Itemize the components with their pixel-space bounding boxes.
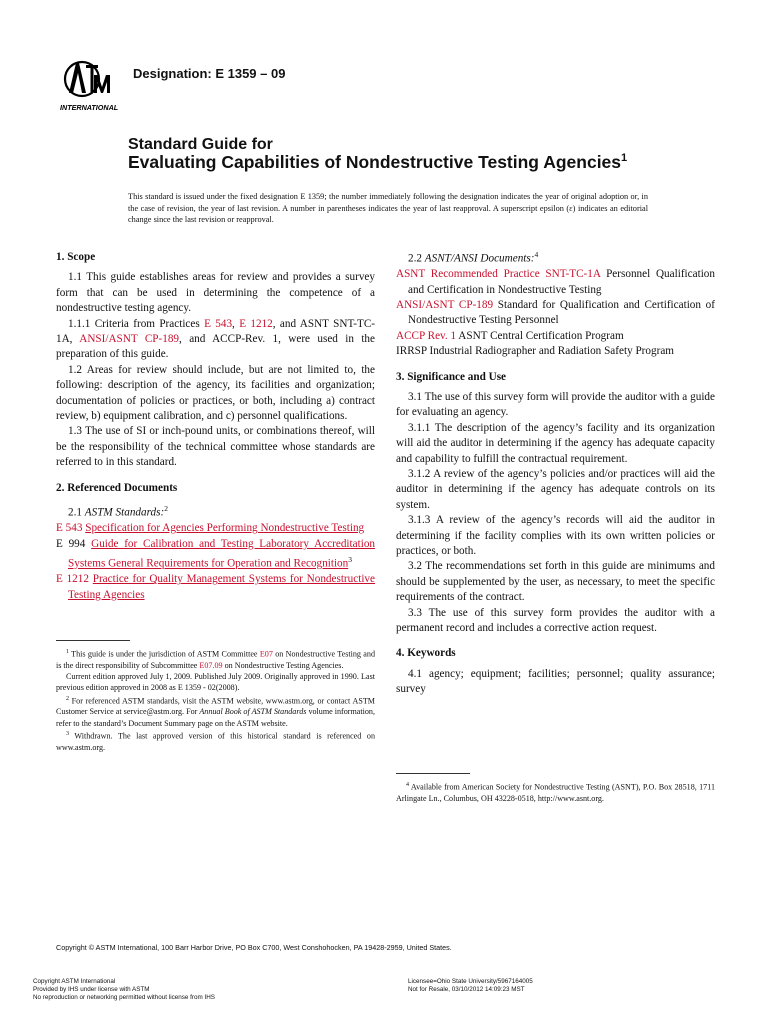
accp-rev-1[interactable]: ACCP Rev. 1 ASNT Central Certification Program <box>396 329 624 342</box>
logo-wordmark: INTERNATIONAL <box>60 103 119 112</box>
ref-e543[interactable]: E 543 Specification for Agencies Performing Nondestructive Testing <box>56 522 365 535</box>
para-3-1-2: 3.1.2 A review of the agency’s policies and/or practices will aid the auditor in determining if the agency has adequate controls on its system. <box>396 468 715 511</box>
left-column <box>56 250 375 603</box>
footnote-4: $^4$ Available from American Society for Nondestructive Testing (ASNT), P.O. Box 28518, 1711 Arlingate Ln., Columbus, OH 43228-0518, http://www.asnt.org. <box>396 782 715 803</box>
copyright-line: Copyright © ASTM International, 100 Barr Harbor Drive, PO Box C700, West Conshohocken, PA 19428-2959, United States. <box>56 943 452 952</box>
footnote-rule-right <box>396 773 470 774</box>
title-prefix: Standard Guide for <box>128 136 273 153</box>
para-3-2: 3.2 The recommendations set forth in this guide are minimums and should be supplemented by the user, as necessary, to meet the specific requirements of the contract. <box>396 560 715 604</box>
para-3-1: 3.1 The use of this survey form will provide the auditor with a guide for evaluating an agency. <box>396 390 715 419</box>
footnotes-right <box>396 780 715 804</box>
footnote-1-edition: Current edition approved July 1, 2009. Published July 2009. Originally approved in 1990. Last previous edition approved in 2008 as E 1359 - 02(2008). <box>56 672 375 693</box>
irrsp: IRRSP Industrial Radiographer and Radiation Safety Program <box>396 345 674 358</box>
para-3-3: 3.3 The use of this survey form provides the auditor with a permanent record and includes a corrective action request. <box>396 606 715 635</box>
section-heading-referenced-documents: 2. Referenced Documents <box>56 481 178 494</box>
para-1-2: 1.2 Areas for review should include, but are not limited to, the following: description of the agency, its facilities and organization; documentation of policies or practices, or both, including a) contract review, b) equipment calibration, and c) personnel qualifications. <box>56 363 375 423</box>
section-heading-significance: 3. Significance and Use <box>396 370 507 383</box>
astm-logo <box>58 55 124 115</box>
para-4-1: 4.1 agency; equipment; facilities; personnel; quality assurance; survey <box>396 667 715 696</box>
footnotes-left <box>56 647 375 753</box>
link-e07[interactable]: E07 <box>259 649 273 659</box>
page-title <box>128 152 627 173</box>
designation: Designation: E 1359 – 09 <box>133 66 286 81</box>
link-cp189[interactable]: ANSI/ASNT CP-189 <box>79 333 180 346</box>
title-footnote-mark: 1 <box>621 152 628 165</box>
para-1-1: 1.1 This guide establishes areas for review and provides a survey form that can be used in determining the competence of a nondestructive testing agency. <box>56 271 375 315</box>
footnote-3: $^3$ Withdrawn. The last approved version of this historical standard is referenced on www.astm.org. <box>56 730 375 752</box>
footnote-rule-left <box>56 640 130 641</box>
para-3-1-1: 3.1.1 The description of the agency’s facility and its organization will aid the auditor in determining if the agency has adequate capacity and capability to fulfill the contractual requirement. <box>396 421 715 465</box>
license-footer-left: Copyright ASTM International Provided by IHS under license with ASTM No reproduction or networking permitted without license from IHS <box>33 978 215 1002</box>
section-heading-scope: 1. Scope <box>56 251 96 263</box>
link-e543[interactable]: E 543 <box>204 317 233 330</box>
link-e1212[interactable]: E 1212 <box>239 317 273 330</box>
footnote-2: $^2$ For referenced ASTM standards, visit the ASTM website, www.astm.org, or contact ASTM Customer Service at service@astm.org. For Annual Book of ASTM Standards volume information, refer to the standard’s Document Summary page on the ASTM website. <box>56 695 375 728</box>
para-1-1-1: 1.1.1 Criteria from Practices E 543, E 1212, and ASNT SNT-TC-1A, ANSI/ASNT CP-189, and ACCP-Rev. 1, were used in the preparation of this guide. <box>56 317 376 361</box>
para-3-1-3: 3.1.3 A review of the agency’s records will aid the auditor in determining if the facility complies with its own written policies or practices, or both. <box>396 514 715 558</box>
ref-e1212[interactable]: E 1212 Practice for Quality Management Systems for Nondestructive Testing Agencies <box>56 573 375 601</box>
ref-e994[interactable]: E 994 Guide for Calibration and Testing Laboratory Accreditation Systems General Requirements for Operation and Recognition$^3$ <box>56 537 376 570</box>
para-1-3: 1.3 The use of SI or inch-pound units, or combinations thereof, will be the responsibility of the technical committee whose standards are referred to in this standard. <box>56 425 375 469</box>
right-column <box>396 247 715 698</box>
issued-note: This standard is issued under the fixed designation E 1359; the number immediately following the designation indicates the year of original adoption or, in the case of revision, the year of last revision. A number in parentheses indicates the year of last reapproval. A superscript epsilon (ε) indicates an editorial change since the last revision or reapproval. <box>128 192 648 225</box>
asnt-snt-tc-1a[interactable]: ASNT Recommended Practice SNT-TC-1A Personnel Qualification and Certification in Nondestructive Testing <box>396 268 715 296</box>
para-2-2: 2.2 ASNT/ANSI Documents:$^4$ <box>408 250 539 265</box>
title-text: Evaluating Capabilities of Nondestructive Testing Agencies <box>128 152 622 172</box>
link-e07-09[interactable]: E07.09 <box>199 660 223 670</box>
license-footer-right: Licensee=Ohio State University/5967164005 Not for Resale, 03/10/2012 14:09:23 MST <box>408 978 533 994</box>
footnote-1: $^1$ This guide is under the jurisdiction of ASTM Committee E07 on Nondestructive Testing and is the direct responsibility of Subcommittee E07.09 on Nondestructive Testing Agencies. <box>56 649 375 670</box>
section-heading-keywords: 4. Keywords <box>396 647 456 660</box>
asnt-cp-189[interactable]: ANSI/ASNT CP-189 Standard for Qualification and Certification of Nondestructive Testing Personnel <box>396 298 715 327</box>
para-2-1: 2.1 ASTM Standards:$^2$ <box>68 504 168 519</box>
